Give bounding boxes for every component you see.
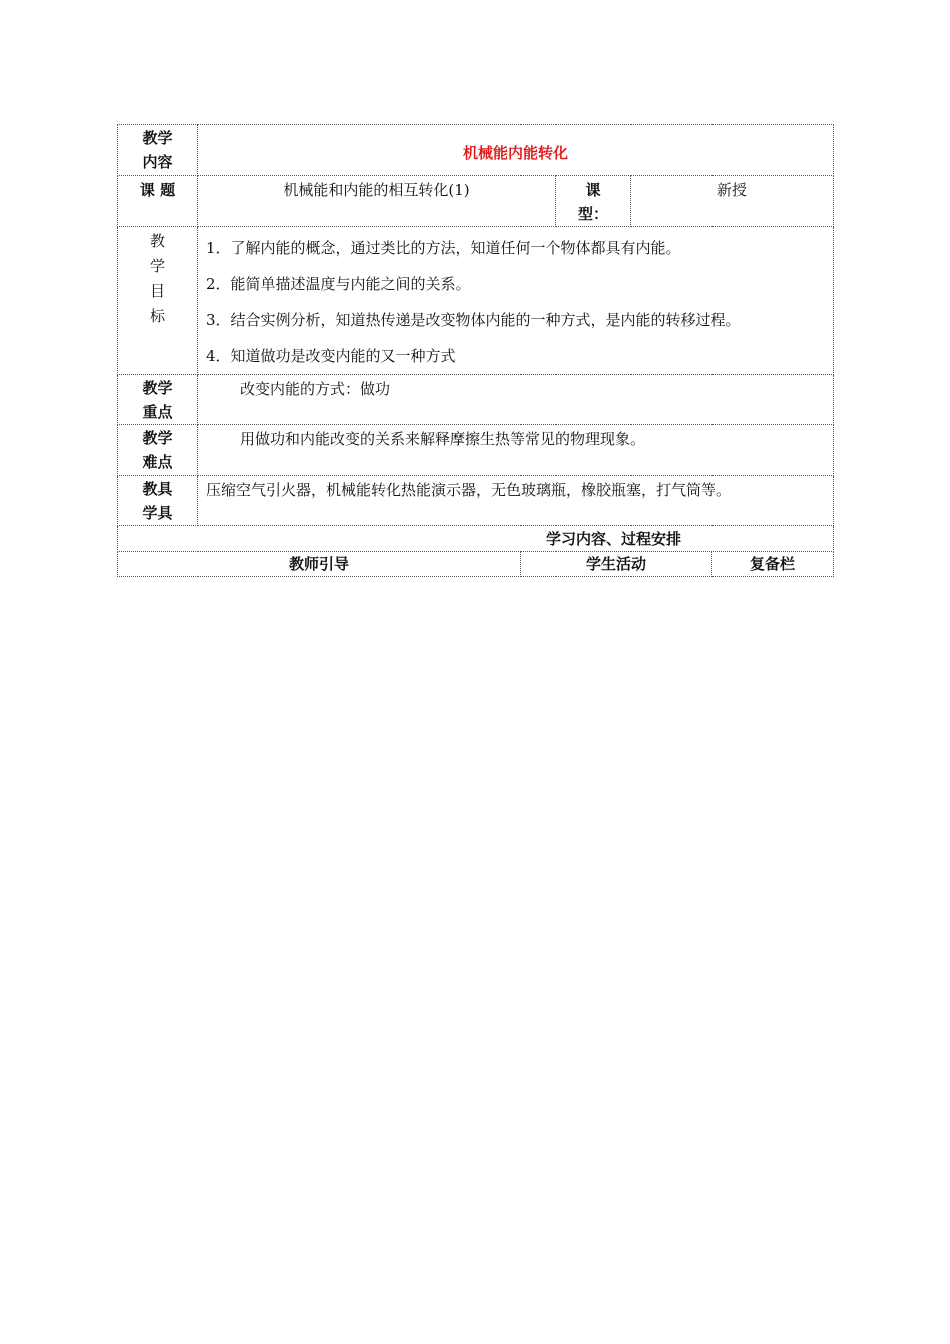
process-heading-row bbox=[118, 526, 834, 552]
page-title: 机械能内能转化 bbox=[198, 125, 834, 176]
objectives-row bbox=[118, 227, 834, 375]
topic-row bbox=[118, 176, 834, 227]
key-point-label-line2: 重点 bbox=[142, 402, 173, 421]
objectives-list bbox=[198, 227, 834, 375]
objectives-label-cell bbox=[118, 227, 198, 375]
objective-item: 4．知道做功是改变内能的又一种方式 bbox=[206, 347, 456, 365]
topic-label: 课 题 bbox=[118, 176, 198, 227]
content-label-cell bbox=[118, 125, 198, 176]
objectives-label-char: 目 bbox=[149, 282, 165, 300]
lesson-type-label-cell bbox=[556, 176, 631, 227]
tools-row bbox=[118, 476, 834, 526]
objective-item: 3．结合实例分析，知道热传递是改变物体内能的一种方式，是内能的转移过程。 bbox=[206, 311, 741, 329]
header-row bbox=[118, 125, 834, 176]
lesson-type-label-line2: 型： bbox=[577, 205, 608, 223]
teacher-guide-header: 教师引导 bbox=[118, 552, 521, 577]
lesson-plan-table bbox=[117, 124, 834, 577]
objectives-label-char: 学 bbox=[149, 257, 165, 275]
tools-label-line1: 教具 bbox=[142, 479, 173, 498]
tools-value: 压缩空气引火器，机械能转化热能演示器，无色玻璃瓶，橡胶瓶塞，打气筒等。 bbox=[198, 476, 834, 526]
difficulty-label-line2: 难点 bbox=[142, 453, 173, 471]
tools-label-line2: 学具 bbox=[142, 503, 173, 522]
objectives-label-char: 标 bbox=[149, 307, 165, 325]
key-point-label-cell bbox=[118, 375, 198, 425]
student-activity-header: 学生活动 bbox=[521, 552, 712, 577]
difficulty-row bbox=[118, 425, 834, 476]
process-heading: 学习内容、过程安排 bbox=[118, 526, 834, 552]
content-label-line2: 内容 bbox=[142, 153, 173, 171]
review-column-header: 复备栏 bbox=[712, 552, 834, 577]
content-label-line1: 教学 bbox=[142, 129, 173, 147]
key-point-value: 改变内能的方式：做功 bbox=[198, 375, 834, 425]
difficulty-label-cell bbox=[118, 425, 198, 476]
objectives-label-char: 教 bbox=[149, 232, 165, 250]
process-columns-row bbox=[118, 552, 834, 577]
difficulty-value: 用做功和内能改变的关系来解释摩擦生热等常见的物理现象。 bbox=[198, 425, 834, 476]
lesson-type-label-line1: 课 bbox=[585, 181, 601, 199]
objective-item: 2．能简单描述温度与内能之间的关系。 bbox=[206, 275, 471, 293]
lesson-type-value: 新授 bbox=[631, 176, 834, 227]
key-point-label-line1: 教学 bbox=[142, 378, 173, 397]
topic-value: 机械能和内能的相互转化(1) bbox=[198, 176, 556, 227]
key-point-row bbox=[118, 375, 834, 425]
tools-label-cell bbox=[118, 476, 198, 526]
difficulty-label-line1: 教学 bbox=[142, 429, 173, 447]
objective-item: 1．了解内能的概念，通过类比的方法，知道任何一个物体都具有内能。 bbox=[206, 239, 681, 257]
